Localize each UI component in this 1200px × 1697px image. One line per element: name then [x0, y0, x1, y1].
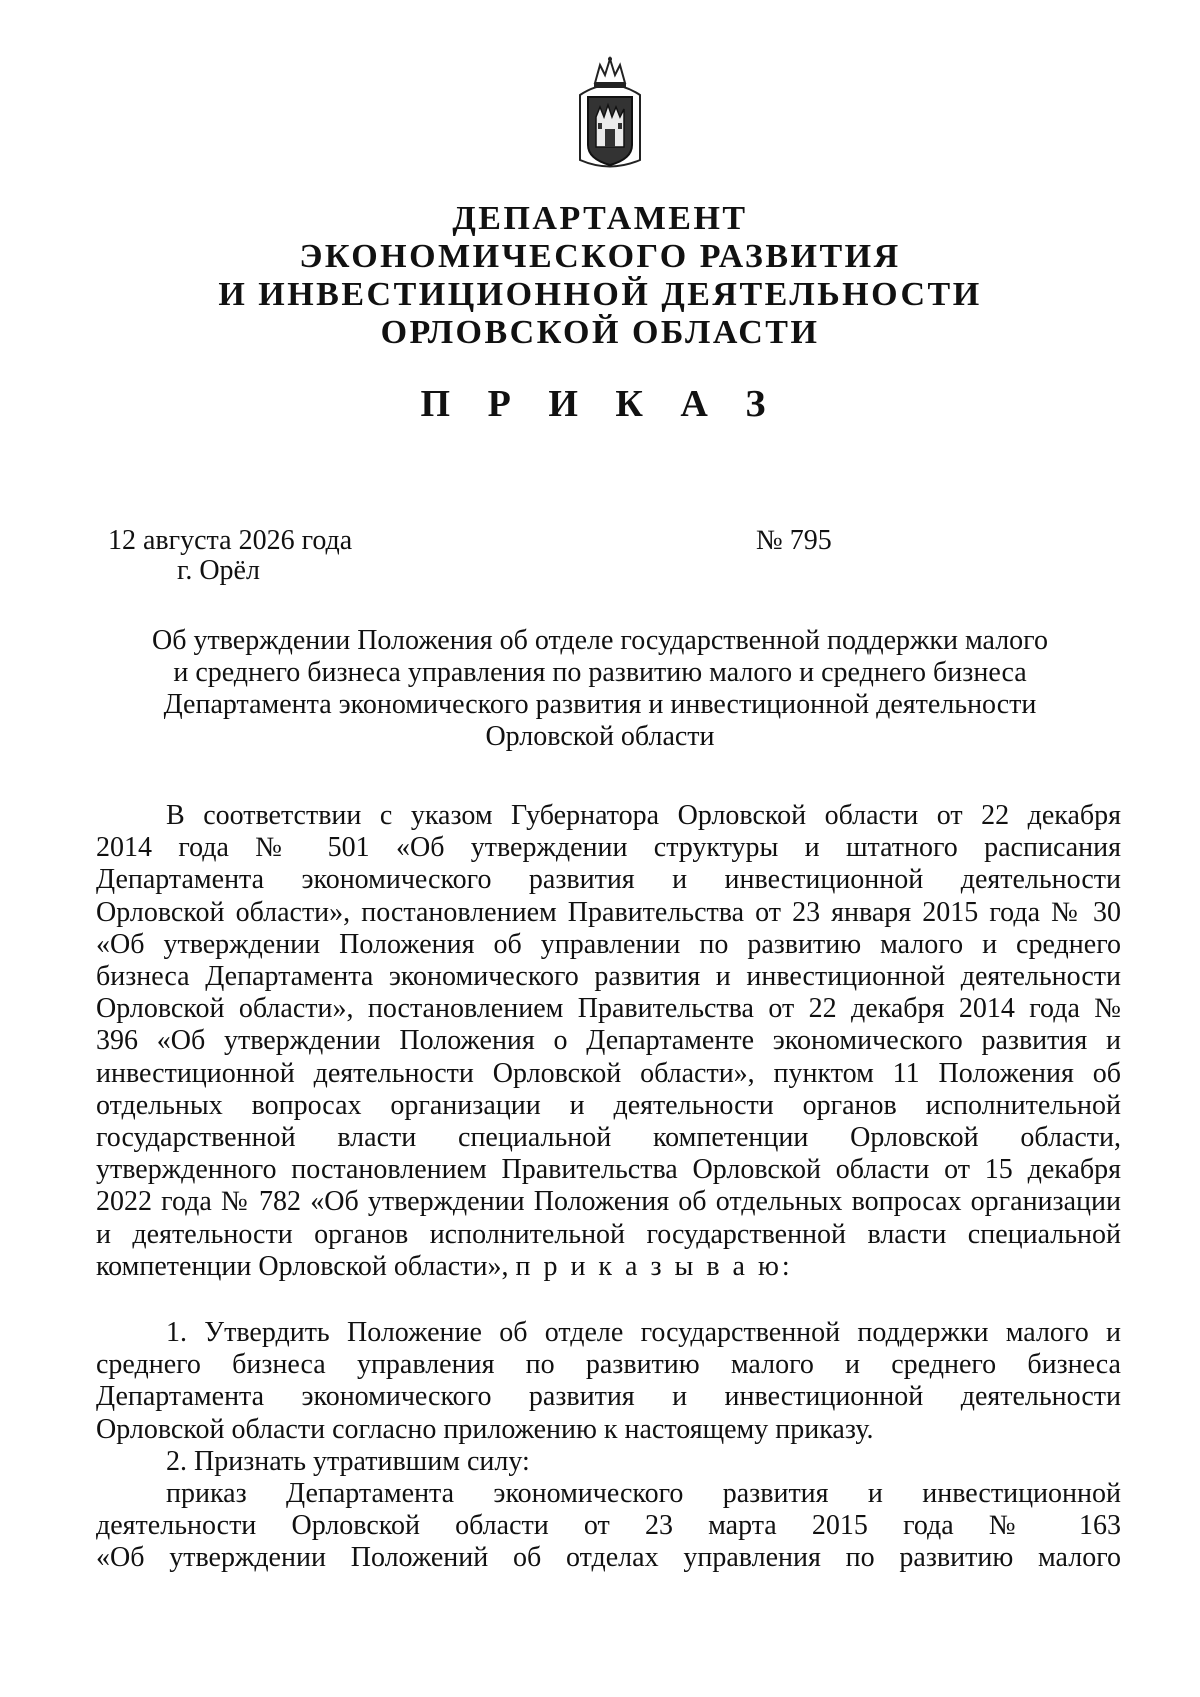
item-1-line: среднего бизнеса управления по развитию малого и среднего бизнеса	[96, 1349, 1121, 1381]
item-2-line: деятельности Орловской области от 23 марта 2015 года № 163	[96, 1510, 1121, 1542]
order-date: 12 августа 2026 года	[108, 525, 353, 556]
subject-line: и среднего бизнеса управления по развитию малого и среднего бизнеса	[173, 657, 1027, 688]
item-1	[96, 1317, 1121, 1446]
order-body	[96, 800, 1121, 1575]
item-2	[96, 1446, 1121, 1575]
preamble-line: 2022 года № 782 «Об утверждении Положения об отдельных вопросах организации	[96, 1186, 1121, 1218]
order-city: г. Орёл	[177, 555, 260, 586]
item-2-line: «Об утверждении Положений об отделах управления по развитию малого	[96, 1542, 1121, 1574]
order-title: П Р И К А З	[420, 383, 780, 425]
item-1-line: Департамента экономического развития и инвестиционной деятельности	[96, 1381, 1121, 1413]
preamble-line: «Об утверждении Положения об управлении по развитию малого и среднего	[96, 928, 1121, 960]
paragraph-gap	[96, 1283, 1121, 1317]
preamble-line: Орловской области», постановлением Правительства от 22 декабря 2014 года №	[96, 993, 1121, 1025]
preamble-line: бизнеса Департамента экономического развития и инвестиционной деятельности	[96, 961, 1121, 993]
order-number: № 795	[756, 525, 832, 556]
preamble-line: Орловской области», постановлением Правительства от 23 января 2015 года № 30	[96, 896, 1121, 928]
preamble-line-text: компетенции Орловской области»,	[96, 1250, 509, 1282]
subject-line: Департамента экономического развития и инвестиционной деятельности	[163, 689, 1037, 720]
department-line: ОРЛОВСКОЙ ОБЛАСТИ	[380, 314, 820, 351]
item-2-line: приказ Департамента экономического развития и инвестиционной	[166, 1478, 1121, 1510]
item-1-line: Орловской области согласно приложению к настоящему приказу.	[96, 1413, 874, 1445]
preamble-paragraph	[96, 800, 1121, 1283]
department-line: ДЕПАРТАМЕНТ	[452, 200, 748, 237]
preamble-line: 396 «Об утверждении Положения о Департаменте экономического развития и	[96, 1025, 1121, 1057]
department-line: И ИНВЕСТИЦИОННОЙ ДЕЯТЕЛЬНОСТИ	[218, 276, 982, 313]
order-word: п р и к а з ы в а ю:	[515, 1250, 793, 1282]
preamble-line: инвестиционной деятельности Орловской области», пунктом 11 Положения об	[96, 1057, 1121, 1089]
department-name	[0, 200, 1200, 352]
preamble-line: отдельных вопросах организации и деятельности органов исполнительной	[96, 1089, 1121, 1121]
preamble-last-line	[96, 1251, 1121, 1283]
order-subject	[120, 625, 1080, 753]
subject-line: Об утверждении Положения об отделе государственной поддержки малого	[152, 625, 1048, 656]
subject-line: Орловской области	[485, 721, 715, 752]
preamble-line: Департамента экономического развития и инвестиционной деятельности	[96, 864, 1121, 896]
preamble-line: утвержденного постановлением Правительства Орловской области от 15 декабря	[96, 1154, 1121, 1186]
department-line: ЭКОНОМИЧЕСКОГО РАЗВИТИЯ	[299, 238, 901, 275]
preamble-line: государственной власти специальной компетенции Орловской области,	[96, 1122, 1121, 1154]
item-1-line: 1. Утвердить Положение об отделе государственной поддержки малого и	[166, 1317, 1121, 1349]
preamble-line: В соответствии с указом Губернатора Орловской области от 22 декабря	[166, 800, 1121, 831]
item-2-heading: 2. Признать утратившим силу:	[166, 1445, 530, 1477]
preamble-line: и деятельности органов исполнительной государственной власти специальной	[96, 1218, 1121, 1250]
coat-of-arms-icon	[570, 55, 650, 175]
preamble-line: 2014 года № 501 «Об утверждении структуры и штатного расписания	[96, 832, 1121, 864]
